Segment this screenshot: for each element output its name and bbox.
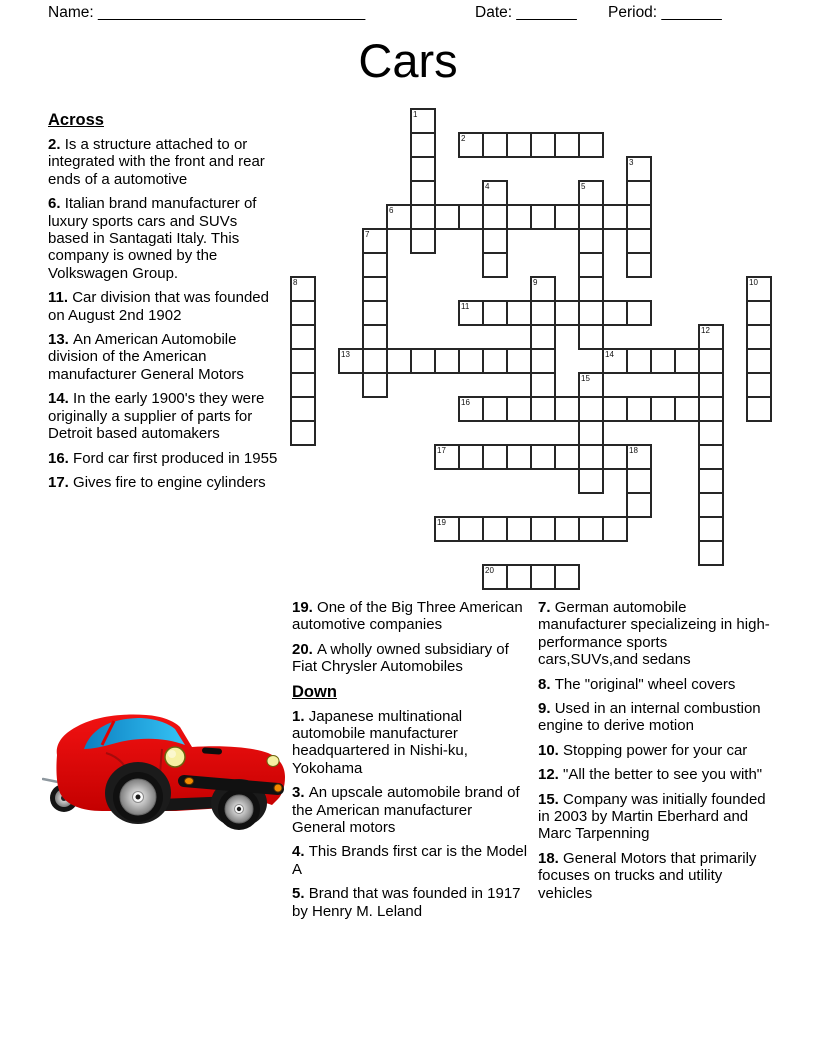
grid-cell[interactable]: [554, 300, 580, 326]
grid-cell[interactable]: [698, 468, 724, 494]
grid-cell[interactable]: [458, 348, 484, 374]
grid-cell[interactable]: [482, 396, 508, 422]
clue-across-11: 11. Car division that was founded on August 2nd 1902: [48, 289, 269, 324]
cell-number: 14: [605, 350, 614, 359]
grid-cell[interactable]: [698, 540, 724, 566]
clue-number: 14.: [48, 390, 74, 408]
grid-cell[interactable]: [602, 396, 628, 422]
grid-cell[interactable]: [746, 396, 772, 422]
across-clues-column: [48, 111, 278, 498]
grid-cell[interactable]: [554, 444, 580, 470]
grid-cell[interactable]: [434, 444, 460, 470]
grid-cell[interactable]: [410, 348, 436, 374]
grid-cell[interactable]: [602, 300, 628, 326]
grid-cell[interactable]: [578, 300, 604, 326]
clue-across-19: 19. One of the Big Three American automotive companies: [292, 599, 523, 634]
grid-cell[interactable]: [458, 132, 484, 158]
grid-cell[interactable]: [530, 276, 556, 302]
grid-cell[interactable]: [506, 348, 532, 374]
clue-number: 3.: [292, 784, 309, 802]
grid-cell[interactable]: [578, 252, 604, 278]
grid-cell[interactable]: [626, 300, 652, 326]
down-heading: Down: [292, 682, 337, 701]
grid-cell[interactable]: [554, 132, 580, 158]
grid-cell[interactable]: [698, 348, 724, 374]
grid-cell[interactable]: [410, 132, 436, 158]
clue-number: 9.: [538, 700, 555, 718]
clue-number: 13.: [48, 331, 74, 349]
grid-cell[interactable]: [746, 348, 772, 374]
clue-down-9: 9. Used in an internal combustion engine to derive motion: [538, 700, 761, 735]
grid-cell[interactable]: [626, 156, 652, 182]
across-clues-list: [48, 136, 278, 491]
clue-number: 11.: [48, 289, 73, 307]
clue-number: 17.: [48, 473, 74, 491]
grid-cell[interactable]: [410, 228, 436, 254]
clue-down-12: 12. "All the better to see you with": [538, 766, 763, 784]
grid-cell[interactable]: [362, 324, 388, 350]
grid-cell[interactable]: [386, 204, 412, 230]
grid-cell[interactable]: [458, 396, 484, 422]
grid-cell[interactable]: [530, 348, 556, 374]
grid-cell[interactable]: [674, 348, 700, 374]
clue-down-10: 10. Stopping power for your car: [538, 741, 748, 759]
grid-cell[interactable]: [578, 468, 604, 494]
cell-number: 3: [629, 158, 634, 167]
car-illustration: [42, 693, 287, 838]
clue-across-2: 2. Is a structure attached to or integrated with the front and rear ends of a automotive: [48, 136, 265, 188]
grid-cell[interactable]: [530, 564, 556, 590]
grid-cell[interactable]: [482, 252, 508, 278]
car-marker-light-right: [274, 784, 282, 792]
grid-cell[interactable]: [626, 252, 652, 278]
clue-across-16: 16. Ford car first produced in 1955: [48, 449, 278, 467]
grid-cell[interactable]: [578, 276, 604, 302]
grid-cell[interactable]: [506, 132, 532, 158]
clue-number: 18.: [538, 849, 564, 867]
grid-cell[interactable]: [458, 204, 484, 230]
car-front-wheel: [218, 788, 260, 830]
cell-number: 19: [437, 518, 446, 527]
grid-cell[interactable]: [434, 348, 460, 374]
clue-number: 8.: [538, 675, 555, 693]
grid-cell[interactable]: [506, 516, 532, 542]
clue-across-13: 13. An American Automobile division of the American manufacturer General Motors: [48, 331, 244, 383]
cell-number: 9: [533, 278, 538, 287]
grid-cell[interactable]: [410, 180, 436, 206]
cell-number: 7: [365, 230, 370, 239]
grid-cell[interactable]: [362, 300, 388, 326]
down-clues-list-continued: [538, 599, 770, 902]
clue-number: 6.: [48, 195, 65, 213]
grid-cell[interactable]: [698, 516, 724, 542]
cell-number: 11: [461, 302, 470, 311]
grid-cell[interactable]: [290, 348, 316, 374]
grid-cell[interactable]: [530, 444, 556, 470]
grid-cell[interactable]: [530, 516, 556, 542]
clue-number: 7.: [538, 599, 555, 616]
cell-number: 15: [581, 374, 590, 383]
grid-cell[interactable]: [482, 180, 508, 206]
grid-cell[interactable]: [698, 492, 724, 518]
grid-cell[interactable]: [290, 420, 316, 446]
grid-cell[interactable]: [626, 348, 652, 374]
grid-cell[interactable]: [458, 516, 484, 542]
clue-across-20: 20. A wholly owned subsidiary of Fiat Chrysler Automobiles: [292, 640, 509, 676]
grid-cell[interactable]: [482, 204, 508, 230]
date-field: [475, 4, 577, 22]
cell-number: 20: [485, 566, 494, 575]
grid-cell[interactable]: [530, 132, 556, 158]
grid-cell[interactable]: [482, 300, 508, 326]
date-label: Date:: [475, 4, 513, 21]
grid-cell[interactable]: [626, 396, 652, 422]
right-clues-column: [538, 599, 770, 909]
clue-down-15: 15. Company was initially founded in 2003 by Martin Eberhard and Marc Tarpenning: [538, 790, 766, 843]
grid-cell[interactable]: [434, 204, 460, 230]
grid-cell[interactable]: [554, 204, 580, 230]
clue-number: 20.: [292, 640, 318, 658]
grid-cell[interactable]: [482, 516, 508, 542]
grid-cell[interactable]: [410, 156, 436, 182]
grid-cell[interactable]: [530, 324, 556, 350]
cell-number: 8: [293, 278, 298, 287]
down-clues-list: [292, 708, 528, 920]
clue-number: 1.: [292, 707, 309, 725]
grid-cell[interactable]: [458, 444, 484, 470]
grid-cell[interactable]: [578, 420, 604, 446]
grid-cell[interactable]: [434, 516, 460, 542]
grid-cell[interactable]: [362, 372, 388, 398]
grid-cell[interactable]: [530, 204, 556, 230]
grid-cell[interactable]: [602, 204, 628, 230]
clue-number: 4.: [292, 843, 309, 861]
grid-cell[interactable]: [578, 444, 604, 470]
cell-number: 4: [485, 182, 490, 191]
cell-number: 13: [341, 350, 350, 359]
clue-across-6: 6. Italian brand manufacturer of luxury sports cars and SUVs based in Santagati Italy. This company is owned by the Volkswagen Group.: [48, 195, 257, 282]
grid-cell[interactable]: [530, 396, 556, 422]
page-title: Cars: [358, 34, 458, 87]
period-blank-line[interactable]: _______: [661, 4, 722, 21]
grid-cell[interactable]: [482, 228, 508, 254]
grid-cell[interactable]: [626, 204, 652, 230]
grid-cell[interactable]: [386, 348, 412, 374]
period-field: [608, 4, 722, 22]
car-rear-wheel: [113, 772, 163, 822]
clue-number: 5.: [292, 885, 309, 903]
grid-cell[interactable]: [578, 204, 604, 230]
clue-down-8: 8. The "original" wheel covers: [538, 675, 736, 693]
grid-cell[interactable]: [626, 228, 652, 254]
cell-number: 16: [461, 398, 470, 407]
clue-across-14: 14. In the early 1900's they were originally a supplier of parts for Detroit based automakers: [48, 390, 265, 443]
car-marker-light-left: [185, 778, 194, 785]
cell-number: 1: [413, 110, 418, 119]
grid-cell[interactable]: [650, 348, 676, 374]
grid-cell[interactable]: [554, 564, 580, 590]
name-field: [48, 4, 365, 22]
crossword-grid: [290, 108, 772, 590]
grid-cell[interactable]: [362, 348, 388, 374]
grid-cell[interactable]: [578, 132, 604, 158]
grid-cell[interactable]: [362, 228, 388, 254]
clue-number: 12.: [538, 766, 564, 784]
car-headlight-front: [267, 756, 279, 767]
grid-cell[interactable]: [290, 396, 316, 422]
grid-cell[interactable]: [362, 252, 388, 278]
clue-number: 10.: [538, 741, 564, 759]
clue-down-3: 3. An upscale automobile brand of the American manufacturer General motors: [292, 784, 520, 837]
clue-down-5: 5. Brand that was founded in 1917 by Henry M. Leland: [292, 885, 521, 920]
name-label: Name:: [48, 4, 94, 21]
date-blank-line[interactable]: _______: [516, 4, 577, 21]
grid-cell[interactable]: [506, 204, 532, 230]
grid-cell[interactable]: [602, 444, 628, 470]
grid-cell[interactable]: [578, 516, 604, 542]
cell-number: 18: [629, 446, 638, 455]
clue-down-7: 7. German automobile manufacturer specializeing in high-performance sports cars,SUVs,and sedans: [538, 599, 770, 669]
clue-down-1: 1. Japanese multinational automobile manufacturer headquartered in Nishi-ku, Yokohama: [292, 707, 468, 777]
grid-cell[interactable]: [530, 372, 556, 398]
middle-clues-column: [292, 599, 528, 927]
grid-cell[interactable]: [626, 180, 652, 206]
grid-cell[interactable]: [410, 108, 436, 134]
cell-number: 17: [437, 446, 446, 455]
cell-number: 12: [701, 326, 710, 335]
car-headlight-main: [165, 747, 185, 767]
grid-cell[interactable]: [674, 396, 700, 422]
grid-cell[interactable]: [290, 300, 316, 326]
cell-number: 5: [581, 182, 586, 191]
grid-cell[interactable]: [290, 324, 316, 350]
grid-cell[interactable]: [578, 228, 604, 254]
grid-cell[interactable]: [578, 396, 604, 422]
grid-cell[interactable]: [578, 180, 604, 206]
clue-number: 15.: [538, 790, 564, 808]
grid-cell[interactable]: [698, 396, 724, 422]
grid-cell[interactable]: [482, 564, 508, 590]
grid-cell[interactable]: [626, 468, 652, 494]
grid-cell[interactable]: [578, 324, 604, 350]
grid-cell[interactable]: [650, 396, 676, 422]
grid-cell[interactable]: [746, 300, 772, 326]
grid-cell[interactable]: [290, 372, 316, 398]
across-clues-list-continued: [292, 599, 528, 676]
grid-cell[interactable]: [602, 348, 628, 374]
grid-cell[interactable]: [554, 516, 580, 542]
cell-number: 2: [461, 134, 466, 143]
grid-cell[interactable]: [530, 300, 556, 326]
cell-number: 6: [389, 206, 394, 215]
clue-number: 19.: [292, 599, 318, 616]
clue-across-17: 17. Gives fire to engine cylinders: [48, 473, 266, 491]
clue-number: 2.: [48, 136, 65, 153]
clue-down-4: 4. This Brands first car is the Model A: [292, 843, 528, 878]
grid-cell[interactable]: [554, 396, 580, 422]
grid-cell[interactable]: [578, 372, 604, 398]
name-blank-line[interactable]: _______________________________: [97, 4, 366, 21]
grid-cell[interactable]: [482, 348, 508, 374]
clue-number: 16.: [48, 449, 74, 467]
clue-down-18: 18. General Motors that primarily focuses on trucks and utility vehicles: [538, 849, 757, 902]
grid-cell[interactable]: [746, 324, 772, 350]
car-side-strip: [184, 781, 278, 789]
grid-cell[interactable]: [290, 276, 316, 302]
grid-cell[interactable]: [458, 300, 484, 326]
grid-cell[interactable]: [626, 492, 652, 518]
grid-cell[interactable]: [362, 276, 388, 302]
across-heading: Across: [48, 111, 104, 129]
grid-cell[interactable]: [410, 204, 436, 230]
grid-cell[interactable]: [482, 444, 508, 470]
grid-cell[interactable]: [338, 348, 364, 374]
grid-cell[interactable]: [506, 444, 532, 470]
grid-cell[interactable]: [698, 372, 724, 398]
grid-cell[interactable]: [506, 564, 532, 590]
grid-cell[interactable]: [746, 276, 772, 302]
grid-cell[interactable]: [698, 324, 724, 350]
grid-cell[interactable]: [698, 420, 724, 446]
grid-cell[interactable]: [746, 372, 772, 398]
grid-cell[interactable]: [602, 516, 628, 542]
grid-cell[interactable]: [698, 444, 724, 470]
grid-cell[interactable]: [506, 300, 532, 326]
grid-cell[interactable]: [506, 396, 532, 422]
cell-number: 10: [749, 278, 758, 287]
grid-cell[interactable]: [626, 444, 652, 470]
grid-cell[interactable]: [482, 132, 508, 158]
period-label: Period:: [608, 4, 658, 21]
